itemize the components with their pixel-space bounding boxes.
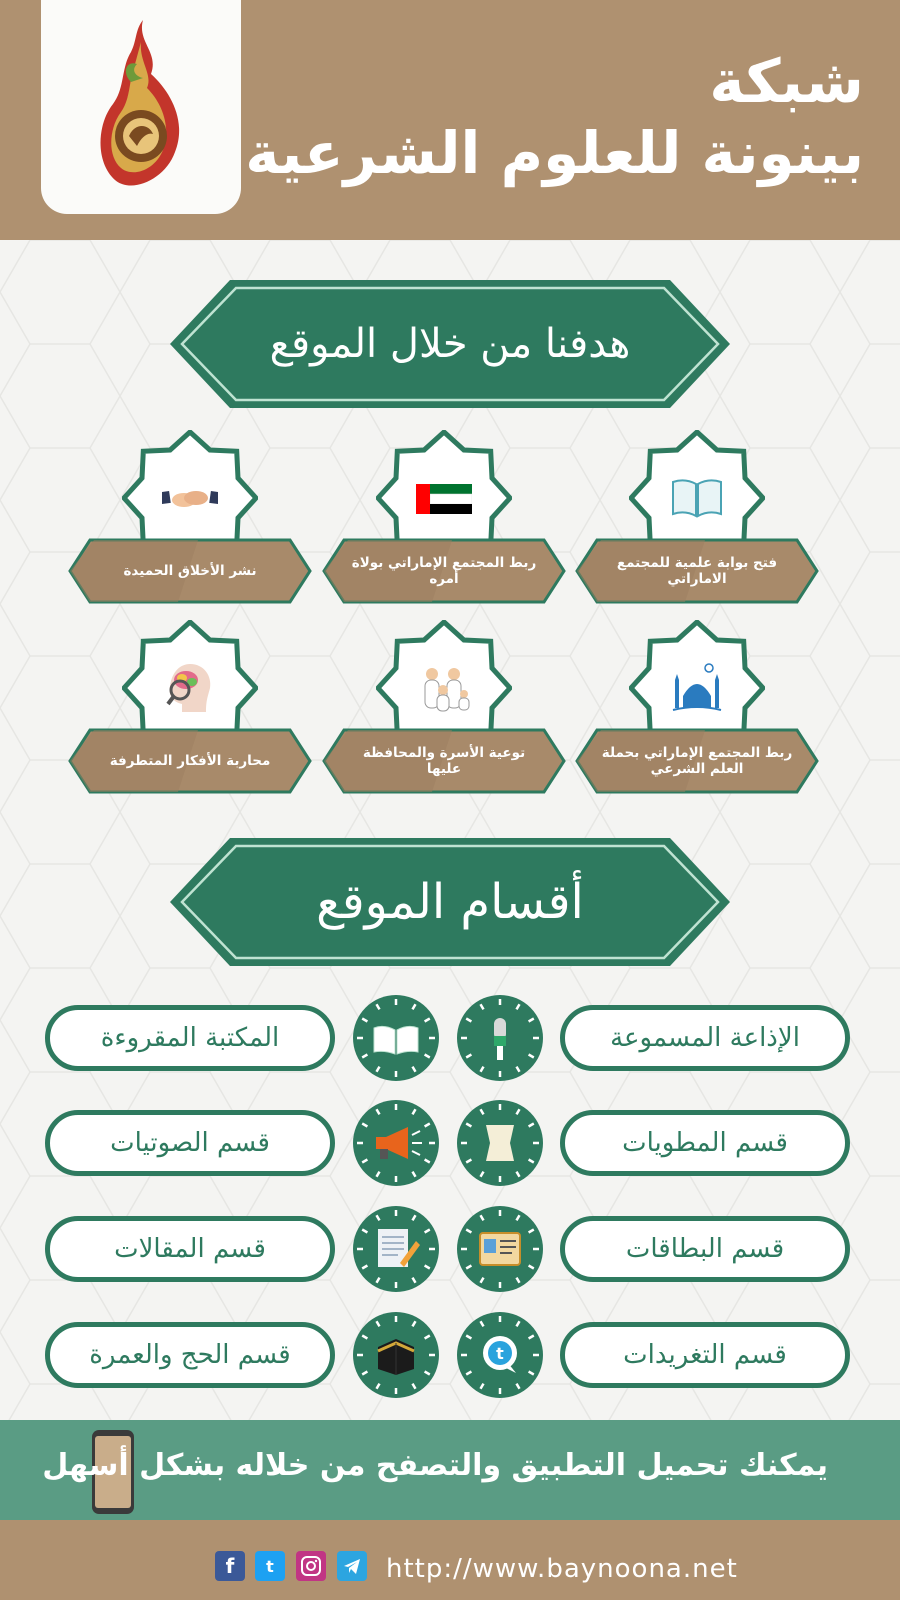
goal-label: توعية الأسرة والمحافظة عليها [362, 745, 526, 777]
goal-label: فتح بوابة علمية للمجتمع الاماراتي [616, 555, 778, 587]
section-label: قسم الحج والعمرة [89, 1340, 291, 1370]
twitter-icon[interactable]: t [255, 1551, 285, 1581]
sections-banner [170, 838, 730, 966]
section-label: قسم المقالات [114, 1234, 266, 1264]
family-icon [416, 660, 472, 716]
megaphone-icon[interactable] [352, 1099, 440, 1187]
kaaba-icon[interactable] [352, 1311, 440, 1399]
section-pill[interactable] [560, 1005, 850, 1071]
site-title-line2: بينونة للعلوم الشرعية [245, 119, 864, 187]
section-pill[interactable] [560, 1216, 850, 1282]
logo-emblem-icon [91, 12, 191, 202]
goal-item [575, 620, 819, 800]
svg-text:t: t [496, 1344, 504, 1363]
brain-magnifier-icon [162, 660, 218, 716]
logo [41, 0, 241, 214]
goal-item [68, 430, 312, 610]
section-label: قسم البطاقات [625, 1234, 785, 1264]
website-url[interactable]: http://www.baynoona.net [386, 1554, 738, 1584]
sections-banner-title: أقسام الموقع [316, 874, 584, 930]
section-pill[interactable] [560, 1110, 850, 1176]
section-label: قسم الصوتيات [110, 1128, 270, 1158]
notepad-pen-icon[interactable] [352, 1205, 440, 1293]
goal-item [322, 430, 566, 610]
section-pill[interactable] [45, 1110, 335, 1176]
section-pill[interactable] [45, 1216, 335, 1282]
uae-flag-icon [416, 470, 472, 526]
section-pill[interactable] [45, 1005, 335, 1071]
book-icon[interactable] [352, 994, 440, 1082]
handshake-icon [162, 470, 218, 526]
microphone-icon[interactable] [456, 994, 544, 1082]
site-title-line1: شبكة [709, 47, 864, 117]
goal-label: ربط المجتمع الإماراتي بولاة أمره [351, 555, 537, 587]
open-book-icon [669, 470, 725, 526]
telegram-icon[interactable] [337, 1551, 367, 1581]
section-label: قسم التغريدات [623, 1340, 787, 1370]
section-pill[interactable] [45, 1322, 335, 1388]
facebook-icon[interactable]: f [215, 1551, 245, 1581]
goals-banner-title: هدفنا من خلال الموقع [269, 321, 631, 367]
section-pill[interactable] [560, 1322, 850, 1388]
app-promo-text[interactable]: يمكنك تحميل التطبيق والتصفح من خلاله بشكل أسهل [42, 1448, 828, 1483]
brochure-icon[interactable] [456, 1099, 544, 1187]
goal-item [322, 620, 566, 800]
twitter-bubble-icon[interactable] [456, 1311, 544, 1399]
goal-item [575, 430, 819, 610]
goal-item [68, 620, 312, 800]
instagram-icon[interactable] [296, 1551, 326, 1581]
goal-label: ربط المجتمع الإماراتي بحملة العلم الشرعي [601, 745, 793, 777]
goal-label: نشر الأخلاق الحميدة [123, 563, 257, 579]
mosque-icon [669, 660, 725, 716]
section-label: قسم المطويات [622, 1128, 788, 1158]
id-card-icon[interactable] [456, 1205, 544, 1293]
section-label: المكتبة المقروءة [100, 1023, 280, 1053]
header [0, 0, 900, 240]
goal-label: محاربة الأفكار المتطرفة [109, 753, 271, 769]
section-label: الإذاعة المسموعة [610, 1023, 800, 1053]
goals-banner [170, 280, 730, 408]
